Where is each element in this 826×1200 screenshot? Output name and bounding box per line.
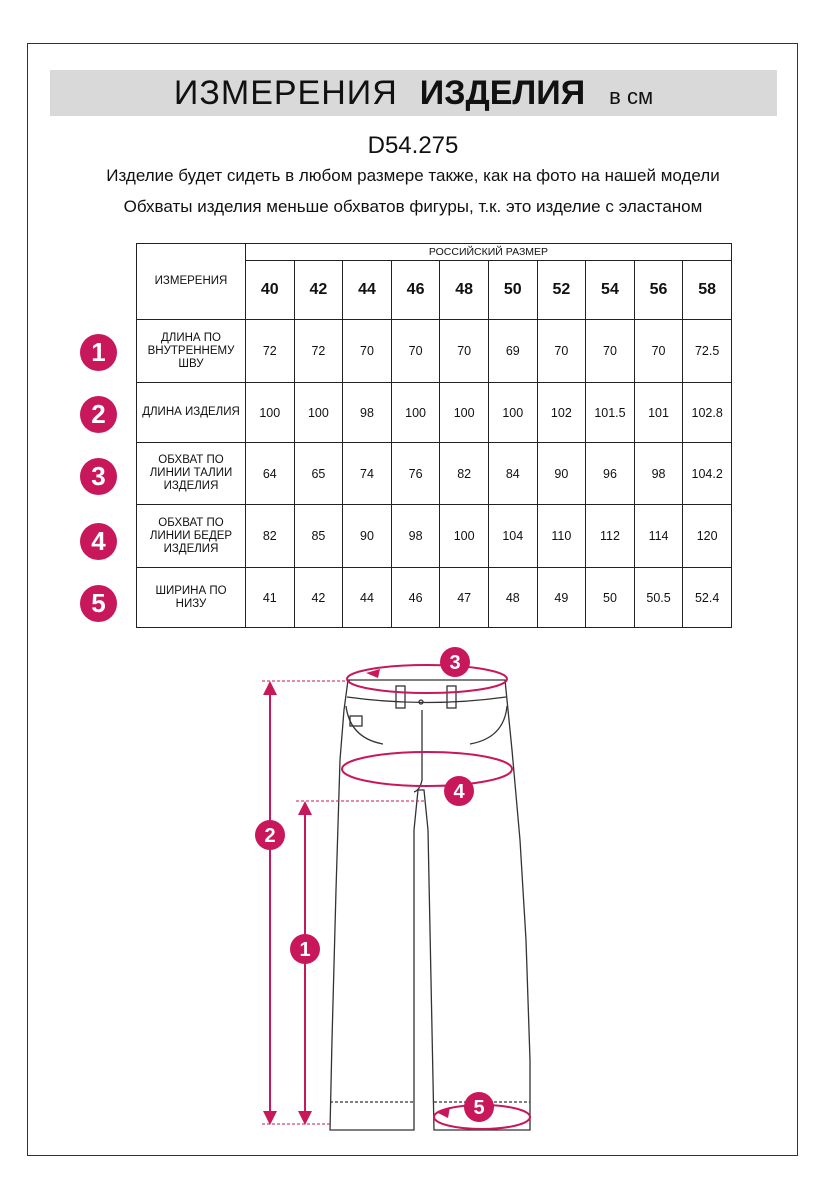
title-part1: ИЗМЕРЕНИЯ [173,74,398,112]
cell: 98 [634,443,683,505]
cell: 70 [634,320,683,383]
cell: 100 [440,383,489,443]
cell: 70 [343,320,392,383]
title-banner [50,70,777,116]
cell: 46 [391,568,440,628]
cell: 100 [294,383,343,443]
cell: 69 [488,320,537,383]
cell: 82 [440,443,489,505]
size-46: 46 [391,261,440,320]
cell: 98 [391,505,440,568]
row-badge-4: 4 [80,523,117,560]
cell: 82 [246,505,295,568]
cell: 64 [246,443,295,505]
table-row [137,320,732,383]
marker-2: 2 [264,825,276,847]
cell: 70 [537,320,586,383]
cell: 101.5 [586,383,635,443]
cell: 41 [246,568,295,628]
table-row [137,383,732,443]
cell: 65 [294,443,343,505]
cell: 72 [246,320,295,383]
row-label: ДЛИНА ПО ВНУТРЕННЕМУ ШВУ [137,320,246,383]
cell: 84 [488,443,537,505]
cell: 100 [440,505,489,568]
cell: 100 [391,383,440,443]
title-unit: в см [609,84,654,109]
group-header: РОССИЙСКИЙ РАЗМЕР [246,244,732,261]
row-label: ШИРИНА ПО НИЗУ [137,568,246,628]
size-54: 54 [586,261,635,320]
table-row [137,505,732,568]
cell: 104 [488,505,537,568]
marker-4: 4 [453,781,465,803]
size-56: 56 [634,261,683,320]
cell: 101 [634,383,683,443]
cell: 44 [343,568,392,628]
cell: 102.8 [683,383,732,443]
marker-1: 1 [299,939,311,961]
table-row [137,568,732,628]
size-40: 40 [246,261,295,320]
cell: 49 [537,568,586,628]
cell: 90 [537,443,586,505]
row-badge-5: 5 [80,585,117,622]
marker-5: 5 [473,1097,485,1119]
cell: 42 [294,568,343,628]
cell: 70 [586,320,635,383]
size-table [136,243,732,628]
cell: 100 [488,383,537,443]
row-badge-1: 1 [80,334,117,371]
note-1: Изделие будет сидеть в любом размере также, как на фото на нашей модели [106,166,720,185]
cell: 90 [343,505,392,568]
cell: 120 [683,505,732,568]
cell: 100 [246,383,295,443]
row-label: ДЛИНА ИЗДЕЛИЯ [137,383,246,443]
marker-3: 3 [449,652,461,674]
note-2: Обхваты изделия меньше обхватов фигуры, т.к. это изделие с эластаном [123,197,703,216]
cell: 52.4 [683,568,732,628]
size-50: 50 [488,261,537,320]
corner-label: ИЗМЕРЕНИЯ [137,244,246,320]
cell: 85 [294,505,343,568]
cell: 50.5 [634,568,683,628]
cell: 96 [586,443,635,505]
table-row [137,443,732,505]
size-42: 42 [294,261,343,320]
cell: 72.5 [683,320,732,383]
row-badge-2: 2 [80,396,117,433]
cell: 70 [440,320,489,383]
row-label: ОБХВАТ ПО ЛИНИИ ТАЛИИ ИЗДЕЛИЯ [137,443,246,505]
cell: 114 [634,505,683,568]
cell: 110 [537,505,586,568]
cell: 112 [586,505,635,568]
cell: 72 [294,320,343,383]
cell: 47 [440,568,489,628]
cell: 70 [391,320,440,383]
size-52: 52 [537,261,586,320]
row-label: ОБХВАТ ПО ЛИНИИ БЕДЕР ИЗДЕЛИЯ [137,505,246,568]
size-58: 58 [683,261,732,320]
cell: 76 [391,443,440,505]
pants-outline [330,680,530,1130]
cell: 48 [488,568,537,628]
size-48: 48 [440,261,489,320]
cell: 50 [586,568,635,628]
size-44: 44 [343,261,392,320]
cell: 74 [343,443,392,505]
cell: 104.2 [683,443,732,505]
row-badge-3: 3 [80,458,117,495]
cell: 98 [343,383,392,443]
pants-diagram [0,640,826,1150]
cell: 102 [537,383,586,443]
title-part2: ИЗДЕЛИЯ [419,74,586,112]
product-code: D54.275 [367,132,459,159]
